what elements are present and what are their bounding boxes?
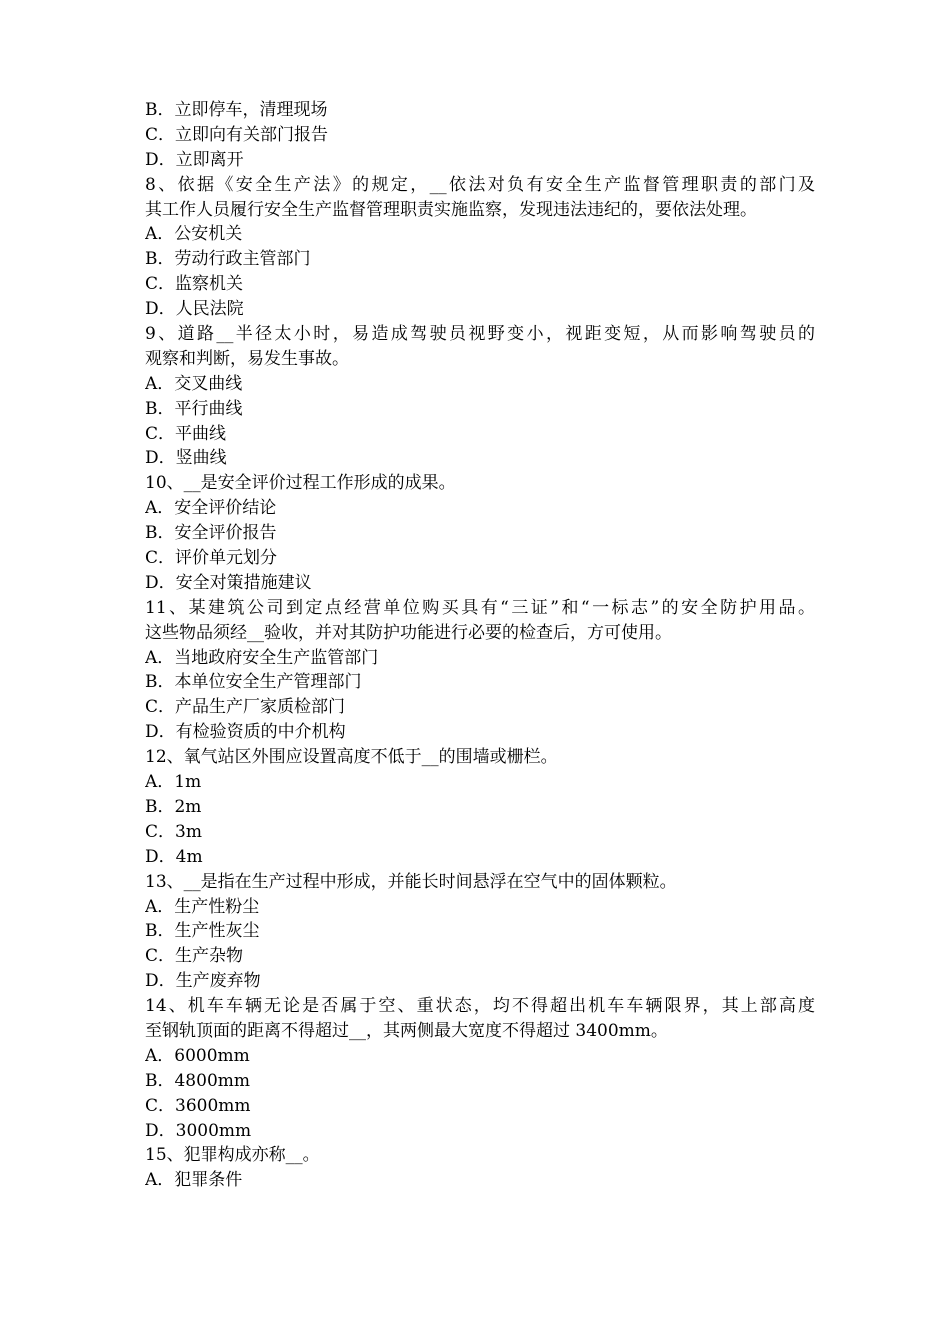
- option-line: D．立即离开: [145, 149, 244, 170]
- option-line: A．安全评价结论: [145, 498, 277, 519]
- question-line: 11、某建筑公司到定点经营单位购买具有“三证”和“一标志”的安全防护用品。: [145, 597, 815, 618]
- question-line: 13、__是指在生产过程中形成，并能长时间悬浮在空气中的固体颗粒。: [145, 871, 677, 892]
- option-line: D．人民法院: [145, 299, 244, 320]
- option-line: B．安全评价报告: [145, 523, 277, 544]
- option-line: D．4m: [145, 846, 203, 867]
- option-line: A．犯罪条件: [145, 1170, 243, 1191]
- option-line: C．监察机关: [145, 274, 244, 295]
- option-line: C．立即向有关部门报告: [145, 124, 329, 145]
- option-line: C．平曲线: [145, 423, 227, 444]
- option-line: B．平行曲线: [145, 398, 243, 419]
- question-line: 其工作人员履行安全生产监督管理职责实施监察，发现违法违纪的，要依法处理。: [145, 199, 757, 220]
- option-line: C．评价单元划分: [145, 548, 278, 569]
- question-line: 10、__是安全评价过程工作形成的成果。: [145, 473, 456, 494]
- question-line: 这些物品须经__验收，并对其防护功能进行必要的检查后，方可使用。: [145, 622, 672, 643]
- question-line: 至钢轨顶面的距离不得超过__，其两侧最大宽度不得超过 3400mm。: [145, 1020, 668, 1041]
- option-line: D．安全对策措施建议: [145, 572, 312, 593]
- option-line: B．4800mm: [145, 1070, 250, 1091]
- option-line: A．当地政府安全生产监管部门: [145, 647, 379, 668]
- question-line: 15、犯罪构成亦称__。: [145, 1145, 320, 1166]
- question-line: 14、机车车辆无论是否属于空、重状态，均不得超出机车车辆限界，其上部高度: [145, 996, 815, 1017]
- question-line: 8、依据《安全生产法》的规定，__依法对负有安全生产监督管理职责的部门及: [145, 174, 815, 195]
- document-page: [145, 98, 815, 1193]
- option-line: A．生产性粉尘: [145, 896, 260, 917]
- question-line: 9、道路__半径太小时，易造成驾驶员视野变小，视距变短，从而影响驾驶员的: [145, 324, 815, 345]
- question-line: 12、氧气站区外围应设置高度不低于__的围墙或栅栏。: [145, 747, 558, 768]
- option-line: C．3m: [145, 821, 202, 842]
- option-line: D．竖曲线: [145, 448, 227, 469]
- option-line: C．产品生产厂家质检部门: [145, 697, 346, 718]
- question-line: 观察和判断，易发生事故。: [145, 348, 349, 369]
- option-line: D．生产废弃物: [145, 971, 261, 992]
- option-line: A．公安机关: [145, 224, 243, 245]
- option-line: A．6000mm: [145, 1045, 250, 1066]
- option-line: B．本单位安全生产管理部门: [145, 672, 362, 693]
- option-line: B．立即停车，清理现场: [145, 100, 328, 120]
- option-line: B．生产性灰尘: [145, 921, 260, 942]
- option-line: A．交叉曲线: [145, 373, 243, 394]
- option-line: A．1m: [145, 772, 202, 793]
- option-line: B．2m: [145, 796, 202, 817]
- option-line: B．劳动行政主管部门: [145, 249, 311, 270]
- option-line: D．3000mm: [145, 1120, 252, 1141]
- option-line: C．生产杂物: [145, 946, 244, 967]
- option-line: D．有检验资质的中介机构: [145, 722, 346, 743]
- option-line: C．3600mm: [145, 1095, 251, 1116]
